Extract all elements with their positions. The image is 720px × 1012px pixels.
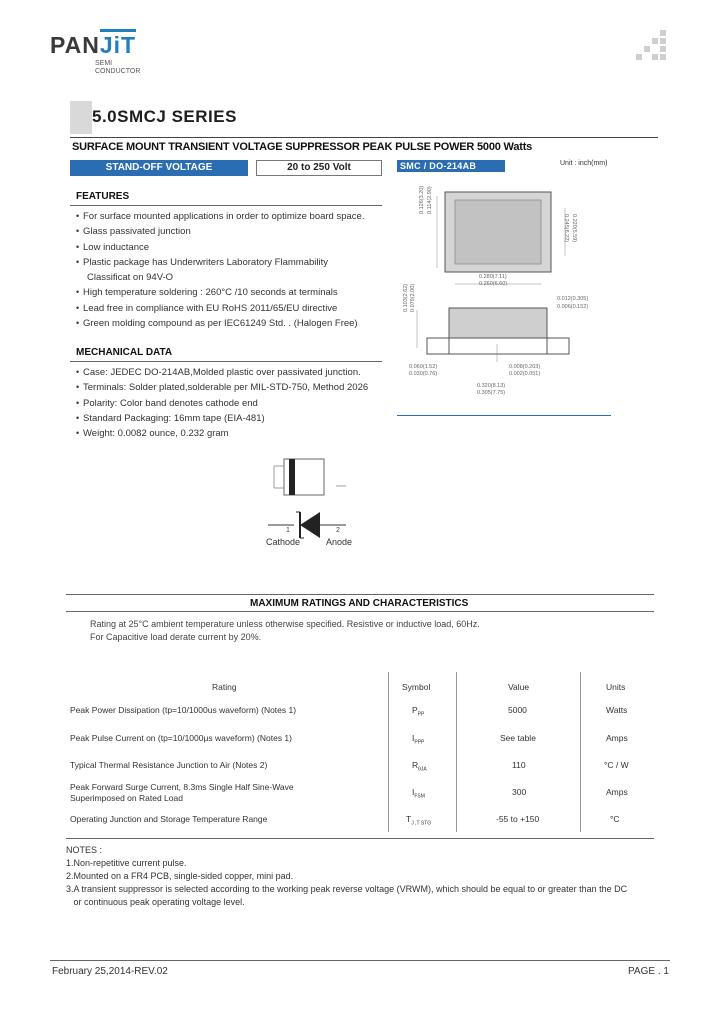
- note-item: 1.Non-repetitive current pulse.: [66, 858, 187, 868]
- dim-label: 0.002(0.051): [509, 371, 541, 377]
- symbol-cell: [412, 760, 427, 773]
- value-cell: -55 to +150: [496, 814, 540, 824]
- dim-label: 0.030(0.76): [409, 371, 438, 377]
- rating-cell: Peak Power Dissipation (tp=10/1000us waveform) (Notes 1): [70, 705, 297, 715]
- logo-pan: PAN: [50, 32, 100, 58]
- symbol-subscript: J ,T STG: [411, 820, 432, 827]
- column-header-units: Units: [606, 682, 626, 692]
- symbol-cell: [406, 814, 431, 827]
- rating-cell: [70, 782, 386, 804]
- dim-label: 0.280(7.11): [479, 274, 507, 280]
- package-label: SMC / DO-214AB: [397, 160, 505, 172]
- list-item: • For surface mounted applications in order to optimize board space.: [76, 209, 396, 224]
- tagline-line-1: SEMI: [95, 60, 113, 67]
- page-number: PAGE . 1: [628, 966, 669, 977]
- voltage-range: 20 to 250 Volt: [256, 160, 382, 176]
- rating-cell: Typical Thermal Resistance Junction to Air (Notes 2): [70, 760, 268, 770]
- list-item: • Case: JEDEC DO-214AB,Molded plastic over passivated junction.: [76, 365, 396, 380]
- dim-label: 0.260(6.60): [479, 281, 508, 287]
- anode-label: Anode: [326, 537, 353, 547]
- column-header-value: Value: [508, 682, 530, 692]
- table-divider: [388, 672, 389, 832]
- brand-logo: [50, 32, 136, 59]
- dim-label: 0.012(0.305): [557, 296, 589, 302]
- dim-label: 0.006(0.152): [557, 304, 589, 310]
- list-item: • Weight: 0.0082 ounce, 0.232 gram: [76, 426, 396, 441]
- ratings-note-2: For Capacitive load derate current by 20%.: [90, 632, 262, 642]
- units-cell: °C / W: [604, 760, 629, 770]
- rating-cell: Operating Junction and Storage Temperature Range: [70, 814, 268, 824]
- units-cell: Amps: [606, 787, 628, 797]
- unit-label: Unit : inch(mm): [560, 160, 608, 167]
- diode-symbol: [260, 452, 360, 552]
- cathode-label: Cathode: [266, 537, 301, 547]
- product-title: SURFACE MOUNT TRANSIENT VOLTAGE SUPPRESSOR PEAK PULSE POWER 5000 Watts: [72, 141, 533, 153]
- pin-2-label: 2: [336, 527, 340, 534]
- dim-label: 0.060(1.52): [409, 364, 438, 370]
- package-outline-drawing: [397, 178, 611, 416]
- list-item: • Plastic package has Underwriters Laboratory Flammability: [76, 255, 396, 270]
- dim-label: 0.305(7.75): [477, 390, 506, 396]
- symbol-text: T: [406, 814, 412, 824]
- list-item: • Standard Packaging: 16mm tape (EIA-481): [76, 411, 396, 426]
- footer-date: February 25,2014-REV.02: [52, 966, 168, 977]
- notes-heading: NOTES :: [66, 845, 103, 855]
- list-item: • Low inductance: [76, 240, 396, 255]
- table-divider: [580, 672, 581, 832]
- features-divider: [70, 205, 382, 206]
- logo-jit: JiT: [100, 29, 136, 58]
- symbol-subscript: FSM: [414, 793, 425, 800]
- rating-line: Peak Forward Surge Current, 8.3ms Single Half Sine-Wave: [70, 782, 294, 792]
- brand-tagline: [95, 60, 140, 76]
- mechanical-divider: [70, 361, 382, 362]
- value-cell: 110: [512, 760, 526, 770]
- list-item: • Terminals: Solder plated,solderable per MIL-STD-750, Method 2026: [76, 380, 396, 395]
- symbol-cell: [412, 787, 425, 800]
- note-item: 2.Mounted on a FR4 PCB, single-sided copper, mini pad.: [66, 871, 294, 881]
- features-heading: FEATURES: [76, 191, 130, 202]
- symbol-text: I: [412, 733, 415, 743]
- list-item: • Polarity: Color band denotes cathode end: [76, 396, 396, 411]
- units-cell: Amps: [606, 733, 628, 743]
- list-item: • High temperature soldering : 260°C /10 seconds at terminals: [76, 285, 396, 300]
- value-cell: See table: [500, 733, 536, 743]
- list-item: • Lead free in compliance with EU RoHS 2011/65/EU directive: [76, 301, 396, 316]
- list-item: Classificat on 94V-O: [87, 272, 174, 284]
- value-cell: 5000: [508, 705, 527, 715]
- header-divider: [70, 137, 658, 138]
- notes-divider: [66, 838, 654, 839]
- list-item: • Green molding compound as per IEC61249 Std. . (Halogen Free): [76, 316, 396, 331]
- dim-label: 0.079(2.00): [410, 283, 416, 312]
- rating-line: Superimposed on Rated Load: [70, 793, 183, 803]
- symbol-text: P: [412, 705, 418, 715]
- value-cell: 300: [512, 787, 527, 797]
- table-divider: [456, 672, 457, 832]
- symbol-cell: [412, 705, 424, 718]
- column-header-symbol: Symbol: [402, 682, 431, 692]
- dim-label: 0.103(2.62): [403, 283, 409, 312]
- list-item: • Glass passivated junction: [76, 224, 396, 239]
- symbol-subscript: θJA: [418, 766, 427, 773]
- note-item: 3.A transient suppressor is selected according to the working peak reverse voltage (VRWM), which should be equal to or greater than the DC: [66, 884, 628, 894]
- standoff-voltage-label: STAND-OFF VOLTAGE: [70, 160, 248, 176]
- dim-label: 0.008(0.203): [509, 364, 541, 370]
- note-item: or continuous peak operating voltage level.: [66, 897, 245, 907]
- tagline-line-2: CONDUCTOR: [95, 68, 141, 75]
- dim-label: 0.320(8.13): [477, 383, 506, 389]
- units-cell: °C: [610, 814, 620, 824]
- ratings-heading: MAXIMUM RATINGS AND CHARACTERISTICS: [250, 598, 469, 609]
- dim-label: 0.114(2.90): [427, 186, 433, 214]
- pin-1-label: 1: [286, 527, 290, 534]
- dim-label: 0.126(3.20): [419, 185, 425, 214]
- symbol-text: R: [412, 760, 419, 770]
- symbol-text: I: [412, 787, 415, 797]
- symbol-subscript: PP: [417, 711, 425, 718]
- dim-label: 0.245(6.22): [563, 214, 569, 243]
- symbol-cell: [412, 733, 424, 746]
- column-header-rating: Rating: [212, 682, 237, 692]
- features-list: [76, 209, 396, 331]
- mechanical-heading: MECHANICAL DATA: [76, 347, 173, 358]
- dim-label: 0.220(5.59): [571, 214, 577, 243]
- rating-cell: Peak Pulse Current on (tp=10/1000μs waveform) (Notes 1): [70, 733, 292, 743]
- footer-divider: [50, 960, 670, 961]
- mechanical-list: [76, 365, 396, 441]
- series-accent-block: [70, 101, 92, 134]
- notes-block: [66, 844, 666, 909]
- symbol-subscript: PPP: [414, 739, 425, 746]
- units-cell: Watts: [606, 705, 628, 715]
- ratings-note-1: Rating at 25°C ambient temperature unless otherwise specified. Resistive or inductive load, 60Hz.: [90, 619, 480, 629]
- series-title: 5.0SMCJ SERIES: [92, 107, 237, 126]
